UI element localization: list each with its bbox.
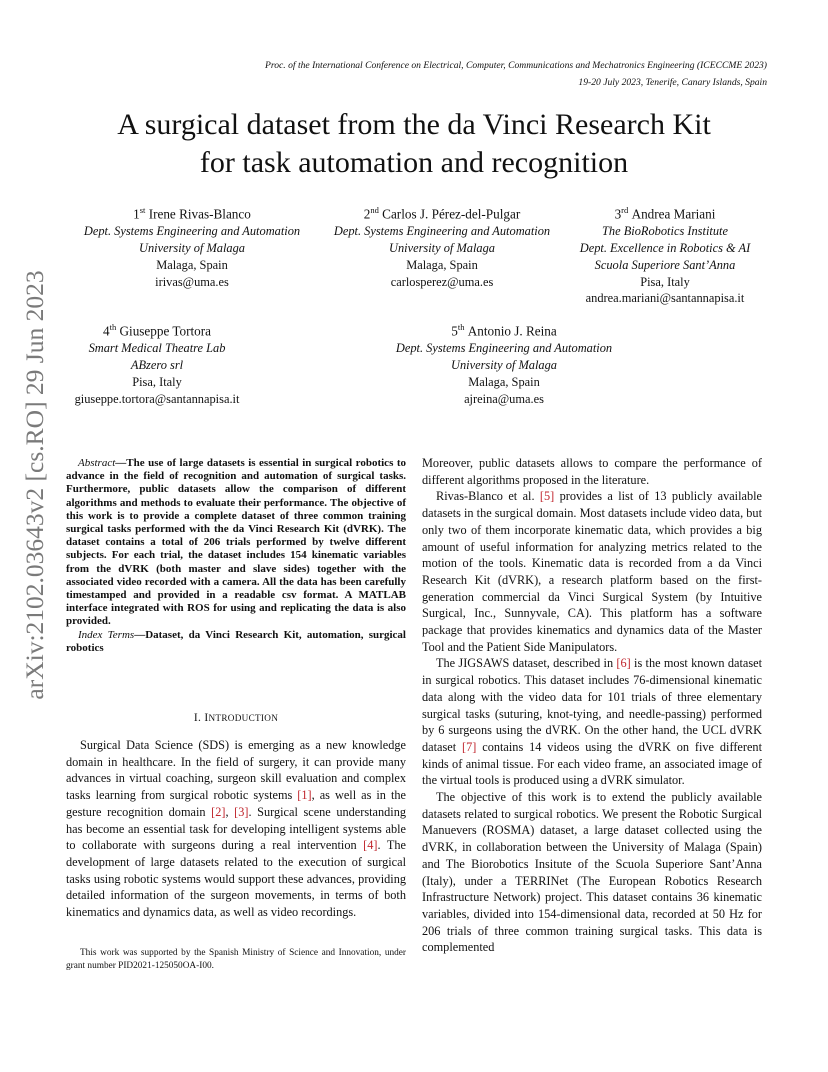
author-location: Pisa, Italy — [132, 374, 182, 389]
author-affiliation: Dept. Systems Engineering and Automation — [395, 341, 613, 356]
body-paragraph: Rivas-Blanco et al. [5] provides a list of 13 publicly available datasets in the surgical domain. Most datasets include video data, but only two of them incorporate kinematic data, which provides a big amount of useful information for analyzing metrics related to the motion of the tools. Kinematic data is recorded from a da Vinci Research Kit (dVRK), a research platform based on the first-generation commercial da Vinci Surgical System (by Intuitive Surgical, Inc., Sunnyvale, CA). This platform has a software package that provides kinematics and dynamics data of the Master Tool and the Patient Side Manipulators. — [422, 489, 762, 654]
right-column — [422, 455, 762, 956]
index-terms — [66, 629, 406, 655]
author-block-5 — [376, 319, 632, 407]
author-name: 4th Giuseppe Tortora — [102, 322, 211, 339]
author-location: Malaga, Spain — [468, 374, 540, 389]
conference-line-2: 19-20 July 2023, Tenerife, Canary Islands, Spain — [578, 77, 767, 88]
author-name: 2nd Carlos J. Pérez-del-Pulgar — [363, 205, 521, 222]
citation-link[interactable]: [6] — [616, 656, 631, 671]
paper-title — [0, 106, 828, 182]
author-block-4 — [64, 319, 250, 407]
body-paragraph: Moreover, public datasets allows to compare the performance of different algorithms proposed in the literature. — [422, 456, 762, 487]
author-affiliation: ABzero srl — [130, 357, 184, 372]
intro-paragraph: Surgical Data Science (SDS) is emerging as a new knowledge domain in healthcare. In the field of surgery, it can provide many advances in virtual coaching, surgeon skill evaluation and complex tasks learning from surgical robotic systems [1], as well as in the gesture recognition domain [2], [3]. Surgical scene understanding has become an essential task for developing intelligent systems able to collaborate with surgeons during a real intervention [4]. The development of large datasets related to the execution of surgical tasks using robotic systems would support these advances, providing detailed information of the surgeon movements, in terms of both kinematics and dynamics data, as well as video recordings. — [66, 738, 407, 920]
index-terms-text: —Dataset, da Vinci Research Kit, automation, surgical robotics — [66, 628, 406, 654]
conference-header — [265, 57, 767, 91]
author-affiliation: University of Malaga — [139, 240, 245, 255]
body-paragraph: The objective of this work is to extend the publicly available datasets related to surgical robotics. We present the Robotic Surgical Manuevers (ROSMA) dataset, a large dataset collected using the dVRK, in collaboration between the University of Malaga (Spain) and The Biorobotics Insitute of the Scuola Superiore Sant’Anna (Italy), under a TERRINet (The European Robotics Research Infrastructure Network) project. This dataset contains 36 kinematic variables, divided into 154-dimensional data, recorded at 50 Hz for 206 trials of three common training surgical tasks. This data is complemented — [422, 790, 762, 955]
author-name: 3rd Andrea Mariani — [614, 205, 716, 222]
author-location: Malaga, Spain — [156, 257, 228, 272]
citation-link[interactable]: [1] — [297, 788, 312, 803]
author-affiliation: Smart Medical Theatre Lab — [88, 341, 226, 356]
abstract-label: Abstract — [78, 457, 116, 469]
author-location: Malaga, Spain — [406, 257, 478, 272]
citation-link[interactable]: [4] — [363, 838, 378, 853]
abstract-paragraph — [66, 457, 406, 629]
citation-link[interactable]: [5] — [539, 489, 555, 504]
author-block-3 — [560, 202, 770, 307]
intro-left-column — [66, 737, 406, 921]
citation-link[interactable]: [7] — [462, 739, 477, 754]
funding-footnote: This work was supported by the Spanish Ministry of Science and Innovation, under grant number PID2021-125050OA-I00. — [66, 948, 406, 971]
author-block-1 — [64, 202, 320, 290]
author-affiliation: University of Malaga — [389, 240, 495, 255]
author-email[interactable]: giuseppe.tortora@santannapisa.it — [74, 391, 240, 406]
arxiv-id[interactable]: arXiv:2102.03643v2 [cs.RO] 29 Jun 2023 — [20, 270, 49, 700]
abstract — [66, 457, 406, 655]
author-email[interactable]: carlosperez@uma.es — [390, 274, 494, 289]
author-affiliation: Scuola Superiore Sant’Anna — [594, 257, 736, 272]
author-affiliation: Dept. Excellence in Robotics & AI — [579, 240, 751, 255]
author-affiliation: University of Malaga — [451, 357, 557, 372]
section-heading: I. INTRODUCTION — [193, 712, 279, 724]
author-email[interactable]: ajreina@uma.es — [464, 391, 544, 406]
conference-line-1: Proc. of the International Conference on Electrical, Computer, Communications and Mechatronics Engineering (ICECCME 2023) — [265, 60, 767, 71]
author-email[interactable]: andrea.mariani@santannapisa.it — [585, 291, 745, 306]
author-block-2 — [314, 202, 570, 290]
abstract-text: —The use of large datasets is essential in surgical robotics to advance in the field of recognition and automation of surgical tasks. Furthermore, public datasets allow the comparison of different algorithms and methods to evaluate their performance. The objective of this work is to provide a complete dataset of three common training surgical tasks performed with the da Vinci Research Kit (dVRK). The dataset contains a total of 206 trials performed by twelve different subjects. For each trial, the dataset includes 154 kinematic variables from the dVRK (both master and slave sides) together with the associated video recorded with a camera. All the data has been carefully timestamped and provided in a readable csv format. A MATLAB interface integrated with ROS for using and replicating the data is also provided. — [66, 457, 406, 628]
citation-link[interactable]: [2] — [211, 804, 226, 819]
author-email[interactable]: irivas@uma.es — [155, 274, 229, 289]
body-paragraph: The JIGSAWS dataset, described in [6] is the most known dataset in surgical robotics. This dataset includes 76-dimensional kinematic data along with the video data for 101 trials of three elementary surgical tasks (suturing, knot-tying, and needle-passing) performed by 6 surgeons using the dVRK. On the other hand, the UCL dVRK dataset [7] contains 14 videos using the dVRK on five different kinds of animal tissue. For each video frame, an associated image of the virtual tools is produced using a dVRK simulator. — [422, 656, 762, 788]
title-line-2: for task automation and recognition — [199, 146, 629, 179]
index-terms-label: Index Terms — [78, 628, 135, 641]
author-location: Pisa, Italy — [640, 274, 690, 289]
author-affiliation: The BioRobotics Institute — [602, 224, 728, 239]
arxiv-stamp — [5, 270, 65, 700]
title-line-1: A surgical dataset from the da Vinci Research Kit — [117, 108, 711, 141]
author-name: 1st Irene Rivas-Blanco — [133, 205, 251, 222]
author-affiliation: Dept. Systems Engineering and Automation — [83, 224, 301, 239]
author-affiliation: Dept. Systems Engineering and Automation — [333, 224, 551, 239]
citation-link[interactable]: [3] — [234, 804, 249, 819]
author-name: 5th Antonio J. Reina — [451, 322, 557, 339]
